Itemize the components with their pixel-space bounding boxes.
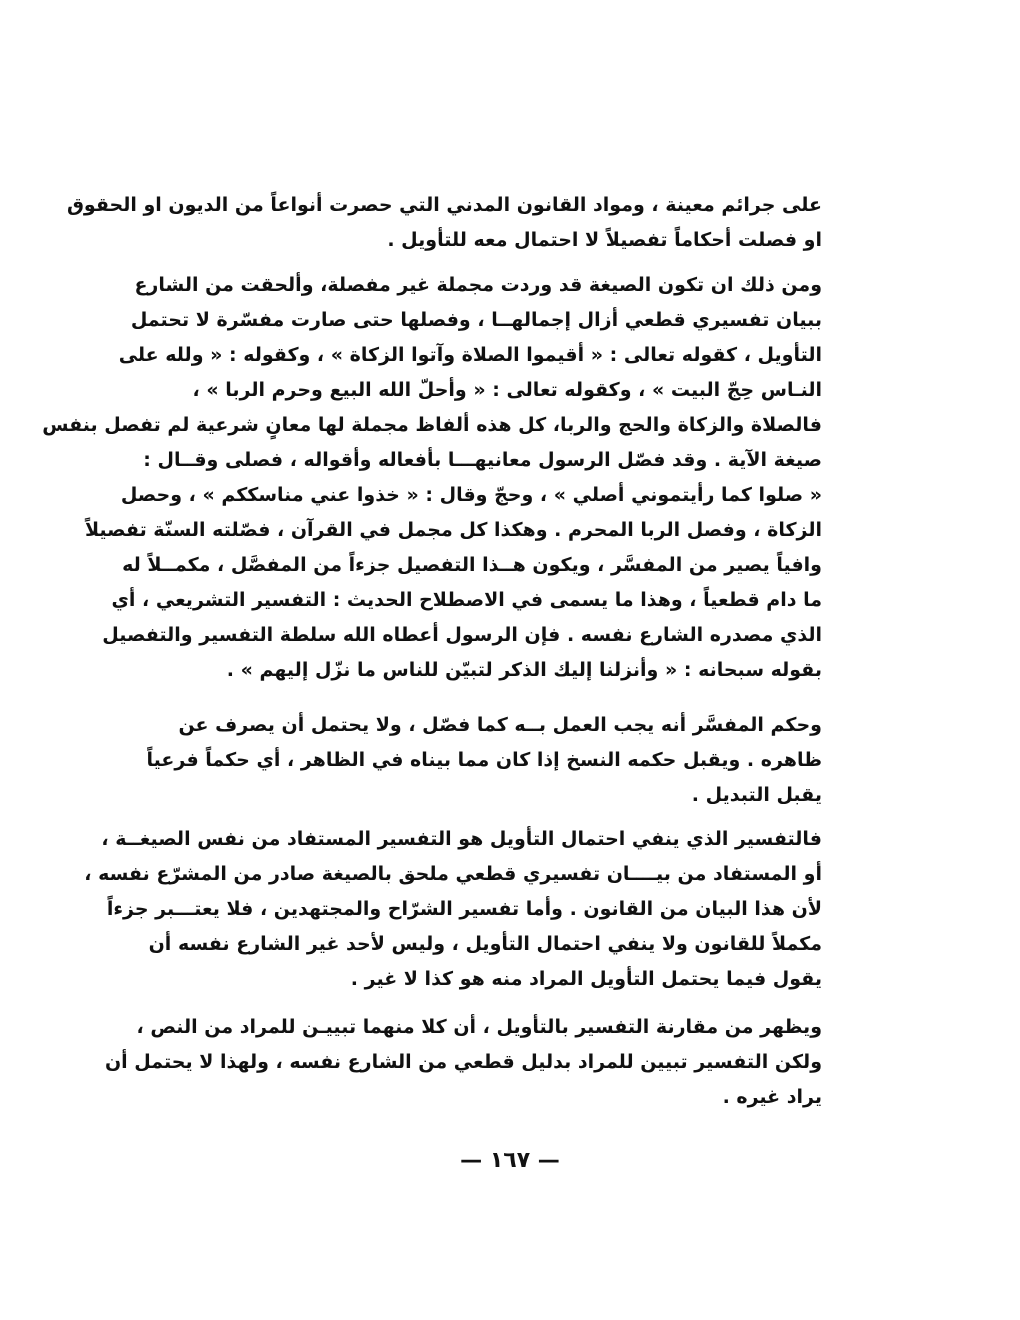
text-line: مكملاً للقانون ولا ينفي احتمال التأويل ، وليس لأحد غير الشارع نفسه أن <box>148 933 822 955</box>
text-line: على جرائم معينة ، ومواد القانون المدني التي حصرت أنواعاً من الديون او الحقوق <box>66 194 822 216</box>
text-line: يقبل التبديل . <box>691 784 822 806</box>
text-line: الذي مصدره الشارع نفسه . فإن الرسول أعطاه الله سلطة التفسير والتفصيل <box>102 624 822 646</box>
text-line: يقول فيما يحتمل التأويل المراد منه هو كذا لا غير . <box>350 968 822 990</box>
paragraph-3 <box>146 708 822 813</box>
text-line: ويظهر من مقارنة التفسير بالتأويل ، أن كلا منهما تبييـن للمراد من النص ، <box>136 1016 822 1038</box>
text-line: الزكاة ، وفصل الربا المحرم . وهكذا كل مجمل في القرآن ، فصّلته السنّة تفصيلاً <box>84 519 822 541</box>
text-line: فالصلاة والزكاة والحج والربا، كل هذه ألفاظ مجملة لها معانٍ شرعية لم تفصل بنفس <box>42 414 822 436</box>
text-line: لأن هذا البيان من القانون . وأما تفسير الشرّاح والمجتهدين ، فلا يعتـــبر جزءاً <box>106 898 822 920</box>
text-line: وافياً يصير من المفسَّر ، ويكون هــذا التفصيل جزءاً من المفصَّل ، مكمــلاً له <box>122 554 822 576</box>
text-line: ببيان تفسيري قطعي أزال إجمالهــا ، وفصلها حتى صارت مفسّرة لا تحتمل <box>130 309 822 331</box>
paragraph-4 <box>84 822 822 997</box>
paragraph-1 <box>66 188 822 258</box>
text-line: « صلوا كما رأيتموني أصلي » ، وحجّ وقال : « خذوا عني مناسككم » ، وحصل <box>120 484 822 506</box>
text-line: صيغة الآية . وقد فصّل الرسول معانيهـــا بأفعاله وأقواله ، فصلى وقــال : <box>143 449 822 471</box>
text-line: ولكن التفسير تبيين للمراد بدليل قطعي من الشارع نفسه ، ولهذا لا يحتمل أن <box>104 1051 822 1073</box>
text-line: فالتفسير الذي ينفي احتمال التأويل هو التفسير المستفاد من نفس الصيغــة ، <box>101 828 822 850</box>
text-line: ظاهره . ويقبل حكمه النسخ إذا كان مما بيناه في الظاهر ، أي حكماً فرعياً <box>146 749 822 771</box>
text-line: ما دام قطعياً ، وهذا ما يسمى في الاصطلاح الحديث : التفسير التشريعي ، أي <box>111 589 822 611</box>
text-line: يراد غيره . <box>722 1086 822 1108</box>
text-line: وحكم المفسَّر أنه يجب العمل بــه كما فصّل ، ولا يحتمل أن يصرف عن <box>178 714 822 736</box>
paragraph-5 <box>104 1010 822 1115</box>
paragraph-2 <box>42 268 822 688</box>
text-line: أو المستفاد من بيــــان تفسيري قطعي ملحق بالصيغة صادر من المشرّع نفسه ، <box>84 863 822 885</box>
page-number: — ١٦٧ — <box>460 1148 560 1173</box>
text-line: التأويل ، كقوله تعالى : « أقيموا الصلاة وآتوا الزكاة » ، وكقوله : « ولله على <box>118 344 822 366</box>
text-line: بقوله سبحانه : « وأنزلنا إليك الذكر لتبيّن للناس ما نزّل إليهم » . <box>226 659 822 681</box>
text-line: ومن ذلك ان تكون الصيغة قد وردت مجملة غير مفصلة، وألحقت من الشارع <box>134 274 822 296</box>
text-line: او فصلت أحكاماً تفصيلاً لا احتمال معه للتأويل . <box>387 229 822 251</box>
text-line: النـاس حِجّ البيت » ، وكقوله تعالى : « وأحلّ الله البيع وحرم الربا » ، <box>192 379 822 401</box>
